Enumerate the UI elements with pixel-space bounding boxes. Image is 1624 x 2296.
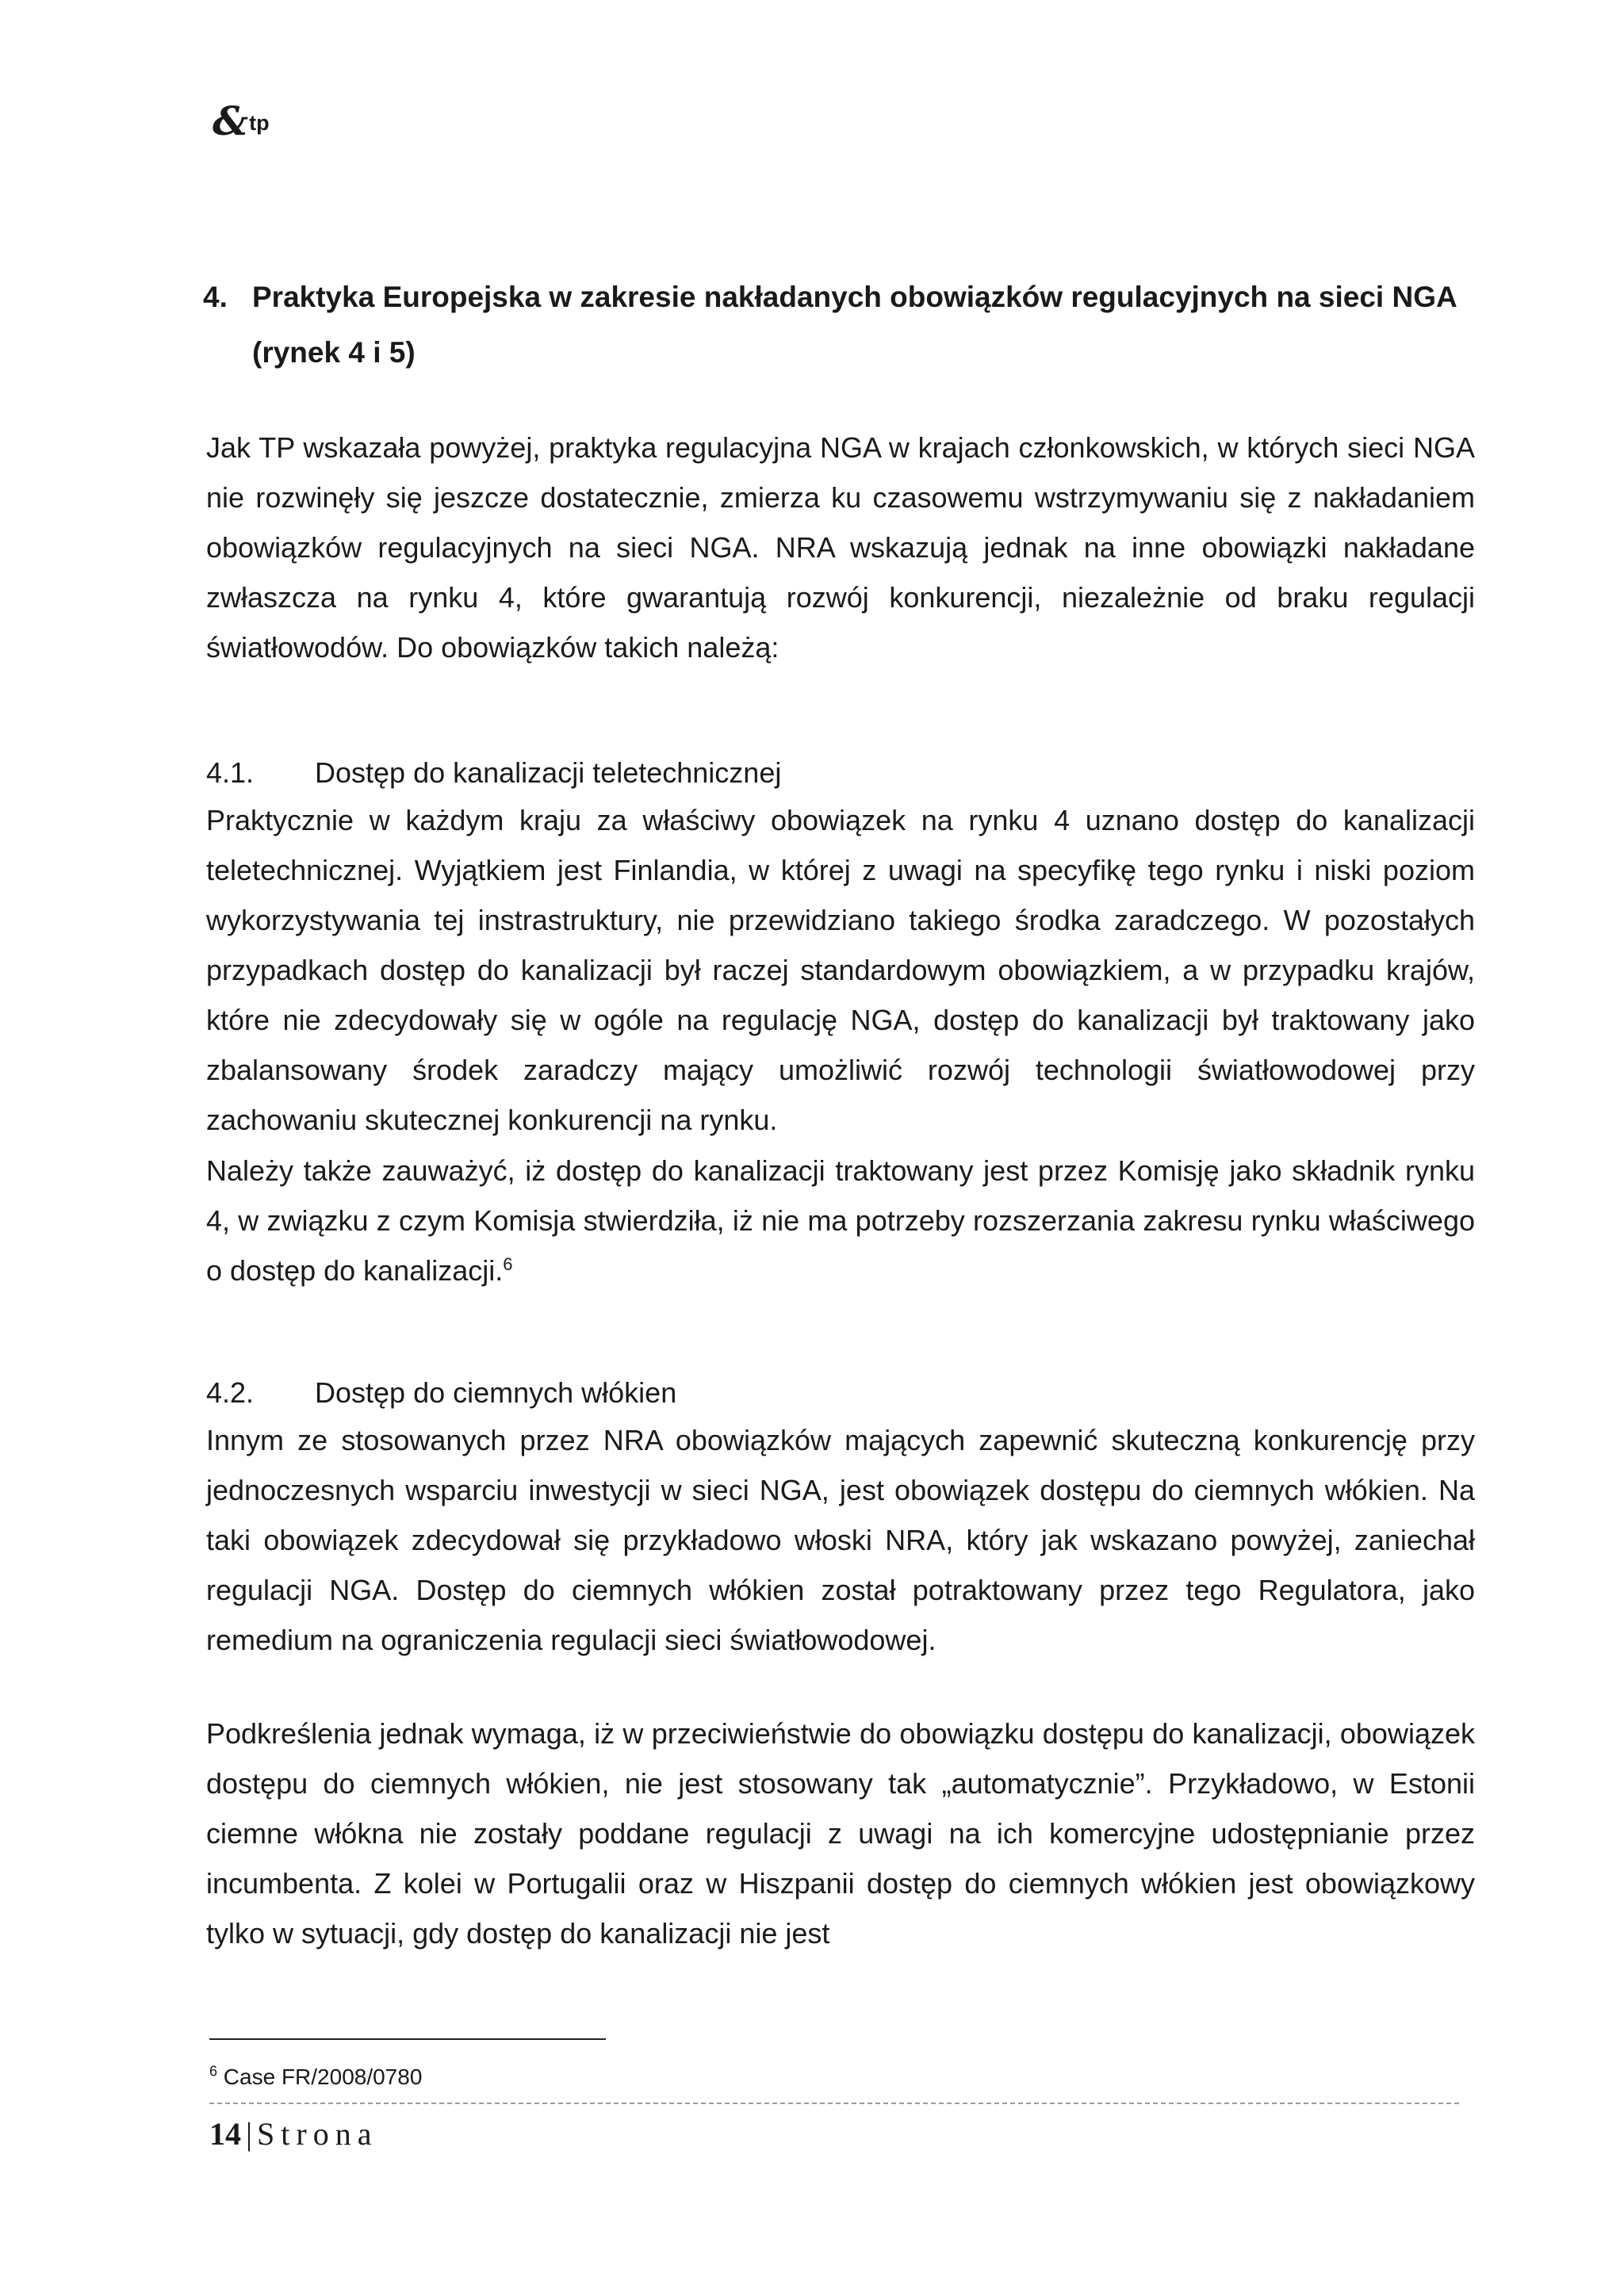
footnote-reference[interactable]: 6 bbox=[503, 1254, 513, 1274]
logo-mark: & bbox=[213, 98, 249, 144]
subsection-title: Dostęp do ciemnych włókien bbox=[315, 1376, 677, 1409]
tp-logo bbox=[213, 94, 270, 144]
footnote bbox=[209, 2061, 422, 2093]
section-title: Praktyka Europejska w zakresie nakładanych obowiązków regulacyjnych na sieci NGA (rynek 4 i 5) bbox=[252, 281, 1457, 369]
logo-letters: tp bbox=[249, 111, 270, 135]
footnote-divider bbox=[209, 2038, 606, 2040]
subsection-number: 4.1. bbox=[206, 756, 255, 789]
paragraph-dark-fibre: Innym ze stosowanych przez NRA obowiązków mających zapewnić skuteczną konkurencję przy jednoczesnych wsparciu inwestycji w sieci NGA, jest obowiązek dostępu do ciemnych włókien. Na taki obowiązek zdecydował się przykładowo włoski NRA, który jak wskazano powyżej, zaniechał regulacji NGA. Dostęp do ciemnych włókien został potraktowany przez tego Regulatora, jako remedium na ograniczenia regulacji sieci światłowodowej. bbox=[206, 1424, 1475, 1656]
paragraph-duct-access: Praktycznie w każdym kraju za właściwy obowiązek na rynku 4 uznano dostęp do kanalizacji teletechnicznej. Wyjątkiem jest Finlandia, w której z uwagi na specyfikę tego rynku i niski poziom wykorzystywania tej instrastruktury, nie przewidziano takiego środka zaradczego. W pozostałych przypadkach dostęp do kanalizacji był raczej standardowym obowiązkiem, a w przypadku krajów, które nie zdecydowały się w ogóle na regulację NGA, dostęp do kanalizacji był traktowany jako zbalansowany środek zaradczy mający umożliwić rozwój technologii światłowodowej przy zachowaniu skutecznej konkurencji na rynku. bbox=[206, 804, 1475, 1136]
page-separator: | bbox=[246, 2116, 253, 2152]
page-number: 14 bbox=[209, 2116, 241, 2152]
section-number: 4. bbox=[203, 281, 228, 313]
paragraph-text: Należy także zauważyć, iż dostęp do kanalizacji traktowany jest przez Komisję jako składnik rynku 4, w związku z czym Komisja stwierdziła, iż nie ma potrzeby rozszerzania zakresu rynku właściwego o dostęp do kanalizacji. bbox=[206, 1154, 1475, 1287]
subsection-heading-4-2 bbox=[206, 1368, 676, 1418]
subsection-title: Dostęp do kanalizacji teletechnicznej bbox=[315, 756, 782, 789]
section-heading bbox=[203, 270, 1472, 381]
subsection-number: 4.2. bbox=[206, 1376, 255, 1409]
subsection-heading-4-1 bbox=[206, 748, 781, 798]
page-footer bbox=[209, 2115, 377, 2153]
paragraph-commission-note bbox=[206, 1146, 1475, 1295]
page-label: Strona bbox=[257, 2116, 378, 2152]
intro-paragraph: Jak TP wskazała powyżej, praktyka regulacyjna NGA w krajach członkowskich, w których sieci NGA nie rozwinęły się jeszcze dostatecznie, zmierza ku czasowemu wstrzymywaniu się z nakładaniem obowiązków regulacyjnych na sieci NGA. NRA wskazują jednak na inne obowiązki nakładane zwłaszcza na rynku 4, które gwarantują rozwój konkurencji, niezależnie od braku regulacji światłowodów. Do obowiązków takich należą: bbox=[206, 431, 1475, 664]
footnote-number: 6 bbox=[209, 2063, 218, 2080]
footnote-text: Case FR/2008/0780 bbox=[223, 2064, 423, 2089]
footer-divider bbox=[209, 2103, 1459, 2104]
paragraph-dark-fibre-exceptions: Podkreślenia jednak wymaga, iż w przeciwieństwie do obowiązku dostępu do kanalizacji, obowiązek dostępu do ciemnych włókien, nie jest stosowany tak „automatycznie”. Przykładowo, w Estonii ciemne włókna nie zostały poddane regulacji z uwagi na ich komercyjne udostępnianie przez incumbenta. Z kolei w Portugalii oraz w Hiszpanii dostęp do ciemnych włókien jest obowiązkowy tylko w sytuacji, gdy dostęp do kanalizacji nie jest bbox=[206, 1717, 1475, 1950]
